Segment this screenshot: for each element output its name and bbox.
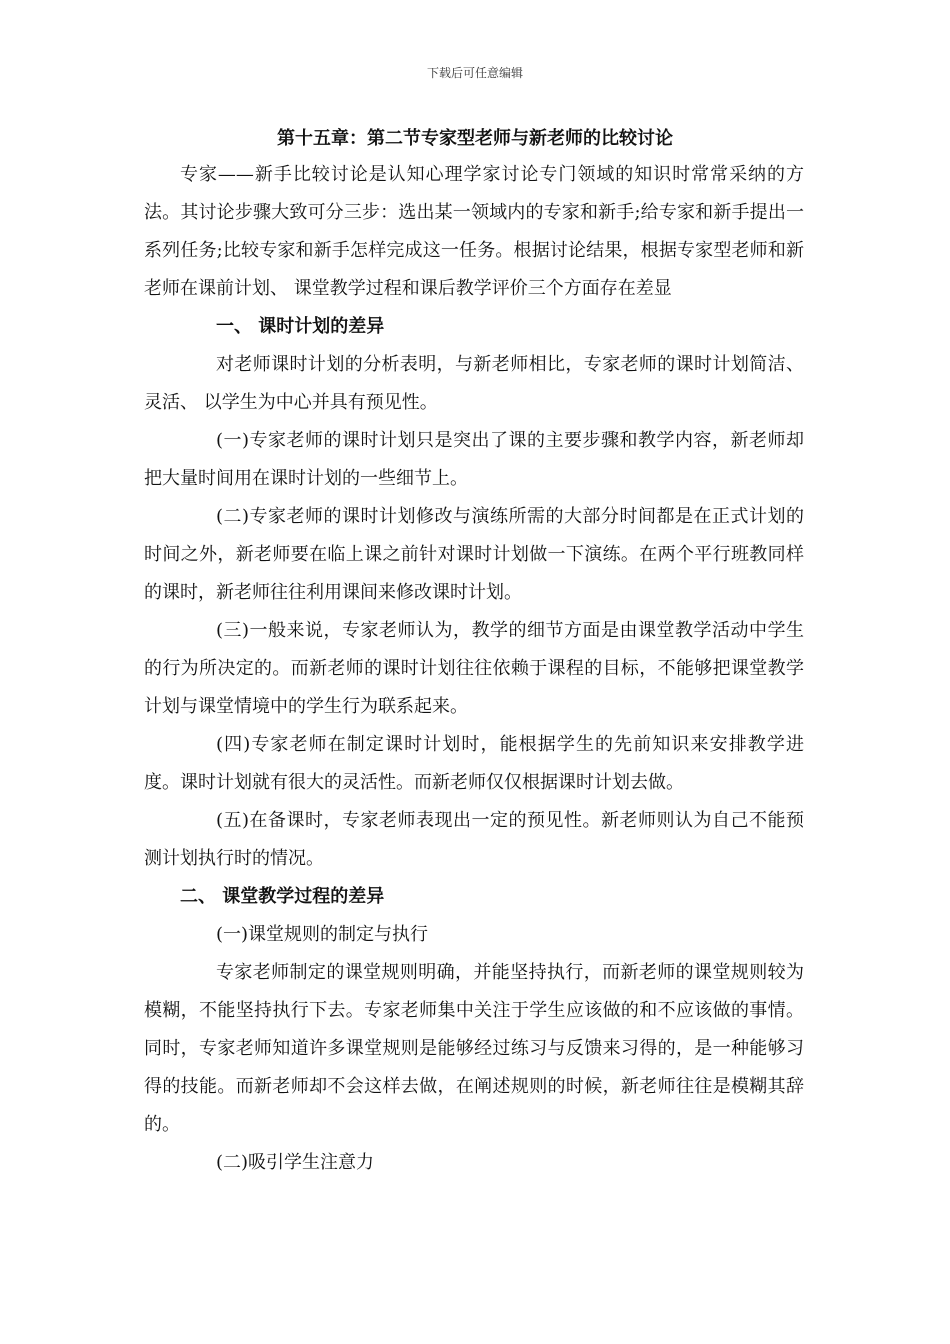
section1-item-2: (二)专家老师的课时计划修改与演练所需的大部分时间都是在正式计划的时间之外，新老师要在临上课之前针对课时计划做一下演练。在两个平行班教同样的课时，新老师往往利用课间来修改课时计划。 — [144, 506, 804, 603]
section1-item-5: (五)在备课时，专家老师表现出一定的预见性。新老师则认为自己不能预测计划执行时的情况。 — [144, 810, 804, 869]
section1-item-1: (一)专家老师的课时计划只是突出了课的主要步骤和教学内容，新老师却把大量时间用在课时计划的一些细节上。 — [144, 430, 804, 489]
section1-item-3: (三)一般来说，专家老师认为，教学的细节方面是由课堂教学活动中学生的行为所决定的。而新老师的课时计划往往依赖于课程的目标，不能够把课堂教学计划与课堂情境中的学生行为联系起来。 — [144, 620, 804, 717]
section1-item-4: (四)专家老师在制定课时计划时，能根据学生的先前知识来安排教学进度。课时计划就有很大的灵活性。而新老师仅仅根据课时计划去做。 — [144, 734, 804, 793]
section-heading-classroom-process: 二、 课堂教学过程的差异 — [180, 886, 385, 907]
page-header: 下载后可任意编辑 — [426, 66, 523, 80]
section2-subheading-attention: (二)吸引学生注意力 — [216, 1152, 375, 1173]
section-heading-lesson-plan: 一、 课时计划的差异 — [216, 316, 385, 337]
section2-paragraph-rules: 专家老师制定的课堂规则明确，并能坚持执行，而新老师的课堂规则较为模糊，不能坚持执行下去。专家老师集中关注于学生应该做的和不应该做的事情。同时，专家老师知道许多课堂规则是能够经过练习与反馈来习得的，是一种能够习得的技能。而新老师却不会这样去做，在阐述规则的时候，新老师往往是模糊其辞的。 — [144, 962, 804, 1135]
intro-paragraph: 专家——新手比较讨论是认知心理学家讨论专门领域的知识时常常采纳的方法。其讨论步骤大致可分三步：选出某一领域内的专家和新手;给专家和新手提出一系列任务;比较专家和新手怎样完成这一任务。根据讨论结果，根据专家型老师和新老师在课前计划、 课堂教学过程和课后教学评价三个方面存在差显 — [144, 164, 804, 299]
document-body — [144, 156, 804, 1182]
section2-subheading-rules: (一)课堂规则的制定与执行 — [216, 924, 429, 945]
chapter-title: 第十五章：第二节专家型老师与新老师的比较讨论 — [277, 128, 673, 149]
section1-summary: 对老师课时计划的分析表明，与新老师相比，专家老师的课时计划简洁、 灵活、 以学生为中心并具有预见性。 — [144, 354, 804, 413]
